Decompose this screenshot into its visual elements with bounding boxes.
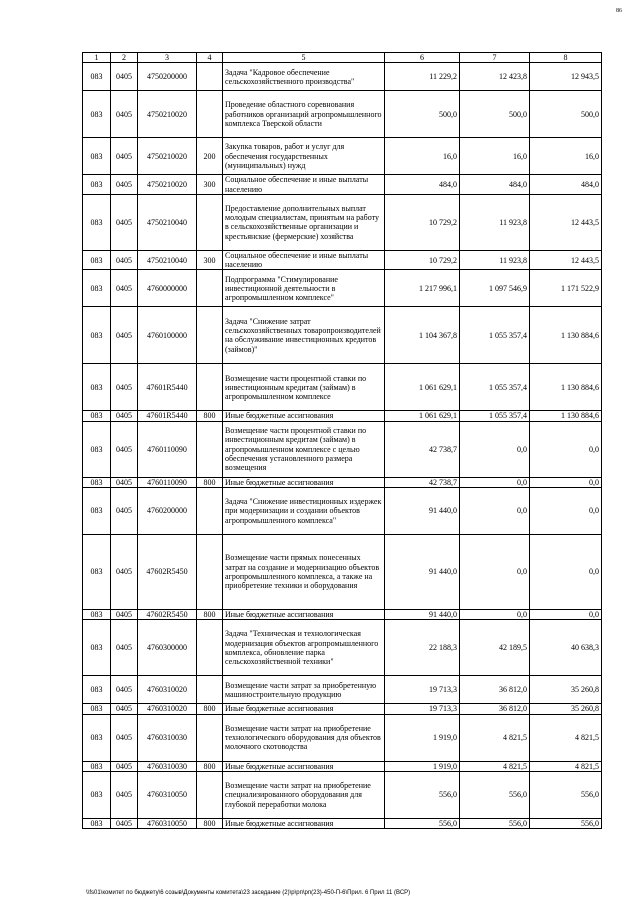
expense-type-cell: 800 (197, 411, 223, 421)
expense-type-cell: 300 (197, 250, 223, 270)
section-code-cell: 0405 (111, 138, 138, 175)
target-article-cell: 4760310020 (138, 704, 197, 714)
item-name-cell: Возмещение части прямых понесенных затрат на создание и модернизацию объектов агропромышленного комплекса, а также на приобретение техники и оборудования (223, 535, 385, 610)
target-article-cell: 4760300000 (138, 620, 197, 676)
amount-cell: 91 440,0 (385, 488, 460, 535)
header-cell: 2 (111, 53, 138, 63)
amount-cell: 0,0 (460, 488, 530, 535)
expense-type-cell (197, 91, 223, 138)
amount-cell: 500,0 (460, 91, 530, 138)
target-article-cell: 4760310020 (138, 676, 197, 704)
amount-cell: 0,0 (460, 535, 530, 610)
admin-code-cell: 083 (83, 175, 111, 195)
section-code-cell: 0405 (111, 477, 138, 487)
section-code-cell: 0405 (111, 250, 138, 270)
section-code-cell: 0405 (111, 676, 138, 704)
amount-cell: 40 638,3 (530, 620, 602, 676)
item-name-cell: Задача "Кадровое обеспечение сельскохозяйственного производства" (223, 63, 385, 91)
target-article-cell: 4760110090 (138, 421, 197, 477)
amount-cell: 12 423,8 (460, 63, 530, 91)
table-row (83, 364, 602, 411)
header-row (83, 53, 602, 63)
expense-type-cell: 800 (197, 818, 223, 828)
amount-cell: 500,0 (385, 91, 460, 138)
expense-type-cell (197, 421, 223, 477)
amount-cell: 0,0 (460, 477, 530, 487)
section-code-cell: 0405 (111, 63, 138, 91)
item-name-cell: Возмещение части затрат на приобретение специализированного оборудования для глубокой переработки молока (223, 771, 385, 818)
amount-cell: 10 729,2 (385, 250, 460, 270)
amount-cell: 4 821,5 (530, 761, 602, 771)
item-name-cell: Задача "Техническая и технологическая модернизация объектов агропромышленного комплекса, обновление парка сельскохозяйственной техники" (223, 620, 385, 676)
amount-cell: 4 821,5 (460, 714, 530, 761)
budget-table (82, 52, 602, 829)
table-row (83, 175, 602, 195)
amount-cell: 1 919,0 (385, 714, 460, 761)
item-name-cell: Задача "Снижение инвестиционных издержек при модернизации и создании объектов агропромышленного комплекса" (223, 488, 385, 535)
table-row (83, 771, 602, 818)
amount-cell: 500,0 (530, 91, 602, 138)
admin-code-cell: 083 (83, 488, 111, 535)
item-name-cell: Социальное обеспечение и иные выплаты населению (223, 250, 385, 270)
expense-type-cell: 800 (197, 704, 223, 714)
expense-type-cell (197, 714, 223, 761)
admin-code-cell: 083 (83, 91, 111, 138)
amount-cell: 1 061 629,1 (385, 411, 460, 421)
target-article-cell: 4750210040 (138, 194, 197, 250)
section-code-cell: 0405 (111, 610, 138, 620)
item-name-cell: Закупка товаров, работ и услуг для обеспечения государственных (муниципальных) нужд (223, 138, 385, 175)
item-name-cell: Социальное обеспечение и иные выплаты населению (223, 175, 385, 195)
amount-cell: 16,0 (460, 138, 530, 175)
admin-code-cell: 083 (83, 307, 111, 364)
table-row (83, 63, 602, 91)
admin-code-cell: 083 (83, 771, 111, 818)
admin-code-cell: 083 (83, 714, 111, 761)
expense-type-cell: 800 (197, 610, 223, 620)
amount-cell: 42 189,5 (460, 620, 530, 676)
section-code-cell: 0405 (111, 421, 138, 477)
item-name-cell: Возмещение части процентной ставки по инвестиционным кредитам (займам) в агропромышленном комплексе (223, 364, 385, 411)
admin-code-cell: 083 (83, 818, 111, 828)
amount-cell: 556,0 (385, 771, 460, 818)
target-article-cell: 4760200000 (138, 488, 197, 535)
item-name-cell: Подпрограмма "Стимулирование инвестиционной деятельности в агропромышленном комплексе" (223, 270, 385, 307)
amount-cell: 16,0 (385, 138, 460, 175)
section-code-cell: 0405 (111, 307, 138, 364)
amount-cell: 4 821,5 (460, 761, 530, 771)
section-code-cell: 0405 (111, 771, 138, 818)
target-article-cell: 47602R5450 (138, 535, 197, 610)
amount-cell: 10 729,2 (385, 194, 460, 250)
amount-cell: 1 055 357,4 (460, 364, 530, 411)
amount-cell: 1 130 884,6 (530, 307, 602, 364)
target-article-cell: 4750210020 (138, 175, 197, 195)
expense-type-cell (197, 771, 223, 818)
expense-type-cell (197, 270, 223, 307)
table-row (83, 411, 602, 421)
amount-cell: 12 443,5 (530, 250, 602, 270)
table-row (83, 704, 602, 714)
section-code-cell: 0405 (111, 714, 138, 761)
amount-cell: 0,0 (530, 421, 602, 477)
table-row (83, 535, 602, 610)
admin-code-cell: 083 (83, 704, 111, 714)
amount-cell: 556,0 (385, 818, 460, 828)
header-cell: 6 (385, 53, 460, 63)
amount-cell: 0,0 (460, 421, 530, 477)
amount-cell: 42 738,7 (385, 421, 460, 477)
amount-cell: 12 943,5 (530, 63, 602, 91)
admin-code-cell: 083 (83, 63, 111, 91)
target-article-cell: 4760310030 (138, 761, 197, 771)
item-name-cell: Возмещение части процентной ставки по инвестиционным кредитам (займам) в агропромышленном комплексе с целью обеспечения установленного размера возмещения (223, 421, 385, 477)
amount-cell: 556,0 (460, 771, 530, 818)
header-cell: 1 (83, 53, 111, 63)
expense-type-cell: 800 (197, 477, 223, 487)
header-cell: 7 (460, 53, 530, 63)
amount-cell: 1 055 357,4 (460, 307, 530, 364)
target-article-cell: 4760000000 (138, 270, 197, 307)
item-name-cell: Проведение областного соревнования работников организаций агропромышленного комплекса Тверской области (223, 91, 385, 138)
section-code-cell: 0405 (111, 270, 138, 307)
target-article-cell: 4760310030 (138, 714, 197, 761)
amount-cell: 0,0 (460, 610, 530, 620)
section-code-cell: 0405 (111, 818, 138, 828)
table-row (83, 91, 602, 138)
item-name-cell: Возмещение части затрат на приобретение технологического оборудования для объектов молочного скотоводства (223, 714, 385, 761)
amount-cell: 1 130 884,6 (530, 364, 602, 411)
expense-type-cell (197, 307, 223, 364)
section-code-cell: 0405 (111, 488, 138, 535)
table-row (83, 421, 602, 477)
header-cell: 4 (197, 53, 223, 63)
amount-cell: 11 923,8 (460, 194, 530, 250)
target-article-cell: 4750210020 (138, 91, 197, 138)
section-code-cell: 0405 (111, 175, 138, 195)
table-row (83, 250, 602, 270)
expense-type-cell (197, 63, 223, 91)
target-article-cell: 4760110090 (138, 477, 197, 487)
section-code-cell: 0405 (111, 194, 138, 250)
section-code-cell: 0405 (111, 91, 138, 138)
amount-cell: 11 229,2 (385, 63, 460, 91)
footer-file-path: \\fs01\комитет по бюджету\6 созыв\Документы комитета\23 заседание (2)\р\рп\рп(23)-450-П-6\Прил. 6 Прил 11 (ВСР) (86, 890, 411, 896)
amount-cell: 19 713,3 (385, 676, 460, 704)
amount-cell: 556,0 (530, 771, 602, 818)
amount-cell: 484,0 (385, 175, 460, 195)
item-name-cell: Предоставление дополнительных выплат молодым специалистам, принятым на работу в сельскохозяйственные организации и крестьянские (фермерские) хозяйства (223, 194, 385, 250)
amount-cell: 19 713,3 (385, 704, 460, 714)
expense-type-cell: 200 (197, 138, 223, 175)
expense-type-cell (197, 620, 223, 676)
admin-code-cell: 083 (83, 411, 111, 421)
item-name-cell: Иные бюджетные ассигнования (223, 411, 385, 421)
expense-type-cell (197, 364, 223, 411)
section-code-cell: 0405 (111, 411, 138, 421)
target-article-cell: 4760310050 (138, 771, 197, 818)
target-article-cell: 4760100000 (138, 307, 197, 364)
item-name-cell: Иные бюджетные ассигнования (223, 610, 385, 620)
amount-cell: 91 440,0 (385, 610, 460, 620)
amount-cell: 484,0 (530, 175, 602, 195)
amount-cell: 0,0 (530, 477, 602, 487)
table-row (83, 610, 602, 620)
amount-cell: 1 097 546,9 (460, 270, 530, 307)
amount-cell: 22 188,3 (385, 620, 460, 676)
item-name-cell: Иные бюджетные ассигнования (223, 704, 385, 714)
target-article-cell: 47601R5440 (138, 364, 197, 411)
section-code-cell: 0405 (111, 620, 138, 676)
table-row (83, 714, 602, 761)
amount-cell: 91 440,0 (385, 535, 460, 610)
amount-cell: 1 104 367,8 (385, 307, 460, 364)
target-article-cell: 47602R5450 (138, 610, 197, 620)
table-row (83, 270, 602, 307)
table-row (83, 818, 602, 828)
section-code-cell: 0405 (111, 364, 138, 411)
amount-cell: 35 260,8 (530, 676, 602, 704)
amount-cell: 11 923,8 (460, 250, 530, 270)
admin-code-cell: 083 (83, 194, 111, 250)
table-row (83, 307, 602, 364)
page-number: 86 (616, 8, 622, 14)
admin-code-cell: 083 (83, 610, 111, 620)
table-row (83, 488, 602, 535)
section-code-cell: 0405 (111, 535, 138, 610)
amount-cell: 1 130 884,6 (530, 411, 602, 421)
admin-code-cell: 083 (83, 138, 111, 175)
target-article-cell: 4760310050 (138, 818, 197, 828)
admin-code-cell: 083 (83, 761, 111, 771)
amount-cell: 36 812,0 (460, 676, 530, 704)
expense-type-cell (197, 194, 223, 250)
amount-cell: 0,0 (530, 535, 602, 610)
header-cell: 8 (530, 53, 602, 63)
table-row (83, 676, 602, 704)
expense-type-cell (197, 488, 223, 535)
item-name-cell: Иные бюджетные ассигнования (223, 477, 385, 487)
item-name-cell: Иные бюджетные ассигнования (223, 761, 385, 771)
section-code-cell: 0405 (111, 704, 138, 714)
expense-type-cell: 300 (197, 175, 223, 195)
amount-cell: 484,0 (460, 175, 530, 195)
amount-cell: 4 821,5 (530, 714, 602, 761)
amount-cell: 1 061 629,1 (385, 364, 460, 411)
expense-type-cell (197, 535, 223, 610)
expense-type-cell (197, 676, 223, 704)
amount-cell: 1 171 522,9 (530, 270, 602, 307)
amount-cell: 556,0 (530, 818, 602, 828)
expense-type-cell: 800 (197, 761, 223, 771)
section-code-cell: 0405 (111, 761, 138, 771)
amount-cell: 35 260,8 (530, 704, 602, 714)
admin-code-cell: 083 (83, 535, 111, 610)
amount-cell: 16,0 (530, 138, 602, 175)
amount-cell: 1 919,0 (385, 761, 460, 771)
table-row (83, 477, 602, 487)
amount-cell: 0,0 (530, 488, 602, 535)
admin-code-cell: 083 (83, 250, 111, 270)
table-row (83, 620, 602, 676)
admin-code-cell: 083 (83, 620, 111, 676)
header-cell: 3 (138, 53, 197, 63)
amount-cell: 36 812,0 (460, 704, 530, 714)
admin-code-cell: 083 (83, 270, 111, 307)
admin-code-cell: 083 (83, 477, 111, 487)
amount-cell: 556,0 (460, 818, 530, 828)
table-row (83, 138, 602, 175)
amount-cell: 42 738,7 (385, 477, 460, 487)
item-name-cell: Задача "Снижение затрат сельскохозяйственных товаропроизводителей на обслуживание инвестиционных кредитов (займов)" (223, 307, 385, 364)
target-article-cell: 4750210020 (138, 138, 197, 175)
target-article-cell: 47601R5440 (138, 411, 197, 421)
table-row (83, 194, 602, 250)
amount-cell: 0,0 (530, 610, 602, 620)
item-name-cell: Возмещение части затрат за приобретенную машиностроительную продукцию (223, 676, 385, 704)
admin-code-cell: 083 (83, 676, 111, 704)
table-row (83, 761, 602, 771)
target-article-cell: 4750210040 (138, 250, 197, 270)
header-cell: 5 (223, 53, 385, 63)
amount-cell: 1 055 357,4 (460, 411, 530, 421)
target-article-cell: 4750200000 (138, 63, 197, 91)
item-name-cell: Иные бюджетные ассигнования (223, 818, 385, 828)
amount-cell: 1 217 996,1 (385, 270, 460, 307)
admin-code-cell: 083 (83, 364, 111, 411)
amount-cell: 12 443,5 (530, 194, 602, 250)
admin-code-cell: 083 (83, 421, 111, 477)
